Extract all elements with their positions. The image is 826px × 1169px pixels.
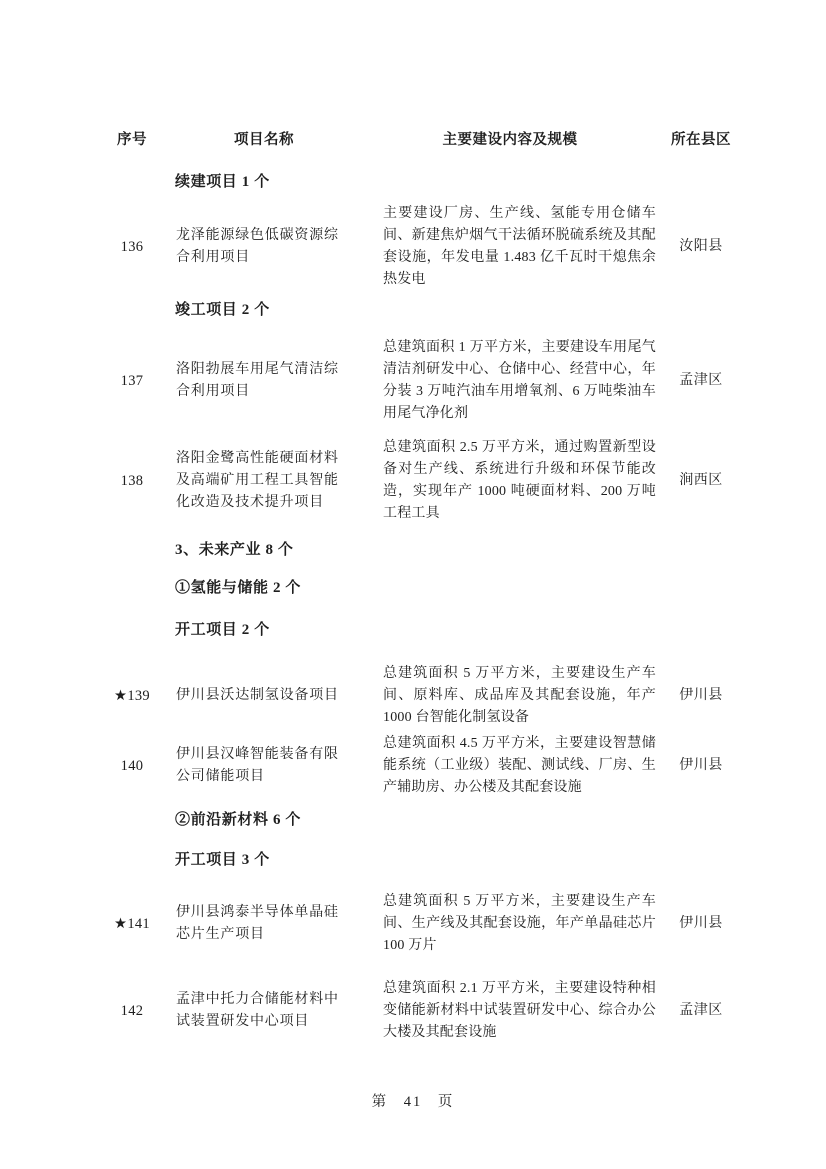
project-county: 伊川县 [679, 688, 723, 703]
section-heading: 开工项目 2 个 [175, 622, 270, 638]
project-content: 总建筑面积 2.5 万平方米，通过购置新型设备对生产线、系统进行升级和环保节能改造，实现年产 1000 吨硬面材料、200 万吨工程工具 [383, 440, 656, 521]
project-serial: 140 [120, 757, 144, 774]
table-row [100, 733, 746, 799]
project-county: 涧西区 [679, 473, 723, 488]
page-number: 第 41 页 [371, 1094, 455, 1110]
project-county: 汝阳县 [679, 239, 723, 254]
project-county: 伊川县 [679, 758, 723, 773]
table-row [100, 437, 746, 525]
table-row [100, 891, 746, 957]
project-content: 总建筑面积 1 万平方米，主要建设车用尾气清洁剂研发中心、仓储中心、经营中心，年分装 3 万吨汽油车用增氧剂、6 万吨柴油车用尾气净化剂 [383, 340, 656, 421]
project-name: 伊川县沃达制氢设备项目 [176, 688, 339, 703]
project-content: 总建筑面积 4.5 万平方米，主要建设智慧储能系统（工业级）装配、测试线、厂房、生产辅助房、办公楼及其配套设施 [383, 736, 656, 795]
section-heading: ①氢能与储能 2 个 [175, 580, 302, 596]
section-heading: 续建项目 1 个 [175, 174, 270, 190]
project-name: 孟津中托力合储能材料中试装置研发中心项目 [176, 992, 339, 1029]
section-heading: ②前沿新材料 6 个 [175, 812, 302, 828]
project-serial: 136 [120, 238, 144, 255]
header-content: 主要建设内容及规模 [442, 132, 578, 148]
project-name: 洛阳勃展车用尾气清洁综合利用项目 [176, 362, 339, 399]
project-county: 孟津区 [679, 1003, 723, 1018]
project-serial: ★141 [114, 915, 150, 932]
header-county: 所在县区 [671, 132, 731, 148]
table-body [100, 173, 746, 1044]
table-row [100, 978, 746, 1044]
table-header-row [100, 131, 746, 149]
section-heading: 竣工项目 2 个 [175, 302, 270, 318]
project-county: 孟津区 [679, 373, 723, 388]
header-name: 项目名称 [234, 132, 294, 148]
project-serial: ★139 [114, 687, 150, 704]
project-content: 总建筑面积 5 万平方米，主要建设生产车间、原料库、成品库及其配套设施，年产 1000 台智能化制氢设备 [383, 666, 656, 725]
project-serial: 137 [120, 372, 144, 389]
table-row [100, 203, 746, 291]
table-row [100, 337, 746, 425]
project-serial: 142 [120, 1002, 144, 1019]
section-heading: 开工项目 3 个 [175, 852, 270, 868]
header-serial: 序号 [117, 132, 147, 148]
project-content: 总建筑面积 2.1 万平方米，主要建设特种相变储能新材料中试装置研发中心、综合办公大楼及其配套设施 [383, 981, 656, 1040]
section-heading: 3、未来产业 8 个 [175, 542, 294, 558]
project-name: 洛阳金鹭高性能硬面材料及高端矿用工程工具智能化改造及技术提升项目 [176, 451, 339, 510]
project-serial: 138 [120, 472, 144, 489]
project-content: 主要建设厂房、生产线、氢能专用仓储车间、新建焦炉烟气干法循环脱硫系统及其配套设施，年发电量 1.483 亿千瓦时干熄焦余热发电 [383, 206, 656, 287]
project-name: 伊川县汉峰智能装备有限公司储能项目 [176, 747, 339, 784]
project-county: 伊川县 [679, 916, 723, 931]
project-name: 龙泽能源绿色低碳资源综合利用项目 [176, 228, 339, 265]
project-name: 伊川县鸿泰半导体单晶硅芯片生产项目 [176, 905, 339, 942]
project-content: 总建筑面积 5 万平方米，主要建设生产车间、生产线及其配套设施，年产单晶硅芯片 100 万片 [383, 894, 656, 953]
table-row [100, 663, 746, 729]
